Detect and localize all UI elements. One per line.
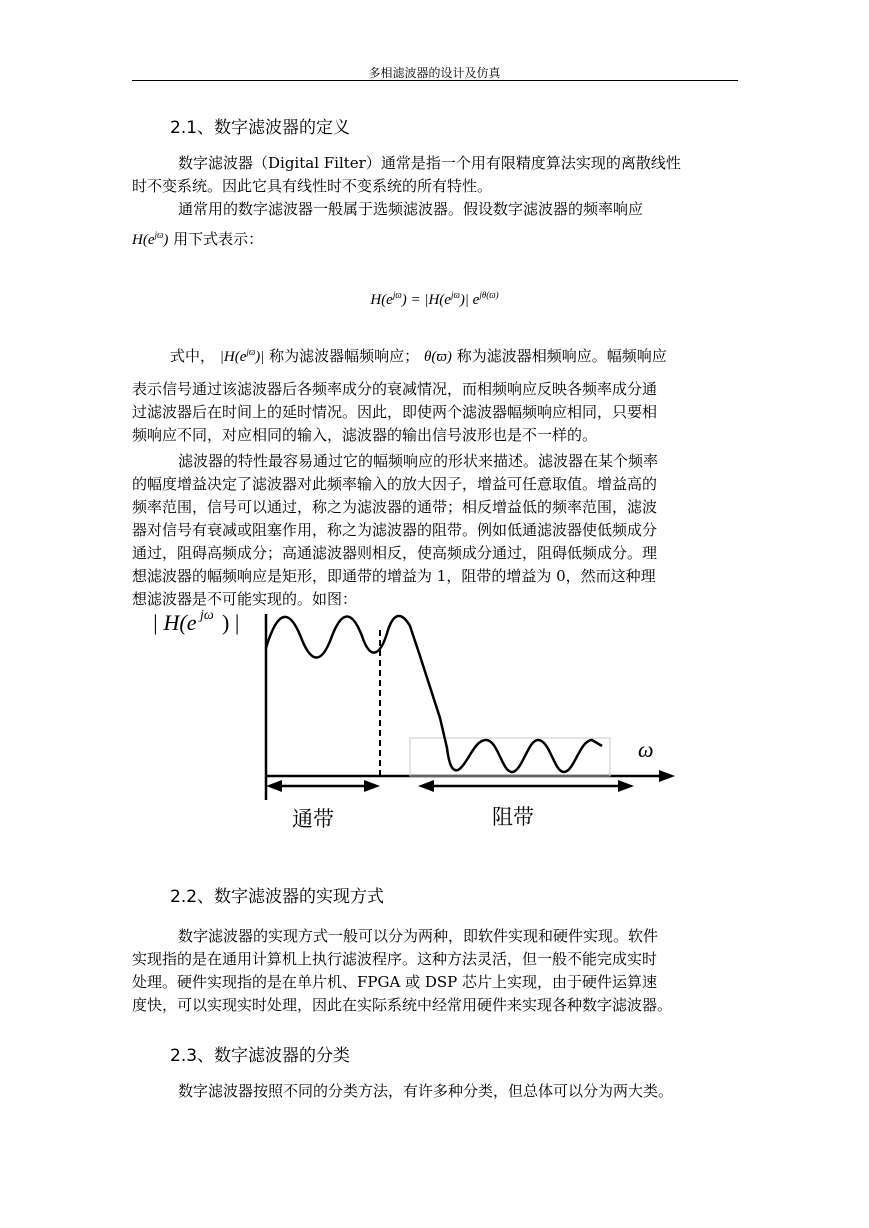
section-2-2-paragraph (132, 925, 738, 1017)
text-line: 时不变系统。因此它具有线性时不变系统的所有特性。 (132, 177, 493, 195)
y-axis-label-exponent: jω (200, 608, 214, 623)
text-fragment: 称为滤波器相频响应。幅频响应 (456, 347, 667, 365)
x-axis-arrowhead (659, 770, 675, 782)
text-line: 的幅度增益决定了滤波器对此频率输入的放大因子，增益可任意取值。增益高的 (132, 475, 658, 493)
text-line: 通过，阻碍高频成分；高通滤波器则相反，使高频成分通过，阻碍低频成分。理 (132, 544, 658, 562)
text-line: 器对信号有衰减或阻塞作用，称之为滤波器的阻带。例如低通滤波器使低频成分 (132, 521, 658, 539)
header-rule (132, 80, 738, 81)
text-line: 数字滤波器（Digital Filter）通常是指一个用有限精度算法实现的离散线性 (178, 154, 681, 172)
stopband-label: 阻带 (492, 805, 534, 829)
phase-response-symbol: θ(ϖ) (423, 349, 452, 365)
section-2-3-paragraph (132, 1080, 738, 1103)
passband-arrow-left (266, 780, 282, 792)
text-line: 通常用的数字滤波器一般属于选频滤波器。假设数字滤波器的频率响应 (178, 200, 644, 218)
text-fragment: 式中， (170, 347, 216, 365)
section-2-1-paragraph-2 (132, 198, 738, 221)
section-2-2-heading: 2.2、数字滤波器的实现方式 (170, 887, 385, 907)
section-2-1-paragraph-4 (132, 450, 738, 611)
section-2-1-paragraph-2-line-2 (132, 228, 263, 249)
text-line: 想滤波器是不可能实现的。如图： (132, 590, 358, 608)
stopband-arrow-right (618, 780, 634, 792)
text-line: 表示信号通过该滤波器后各频率成分的衰减情况，而相频响应反映各频率成分通 (132, 380, 658, 398)
passband-arrow-right (364, 780, 380, 792)
stopband-arrow-left (418, 780, 434, 792)
section-2-1-heading: 2.1、数字滤波器的定义 (170, 118, 351, 138)
magnitude-response-curve (266, 616, 602, 772)
text-line: 数字滤波器按照不同的分类方法，有许多种分类，但总体可以分为两大类。 (178, 1082, 674, 1100)
frequency-response-symbol: $H(e^{jϖ})$ (132, 230, 169, 248)
y-axis-label-close: ) | (222, 610, 240, 635)
text-line: 频响应不同，对应相同的输入，滤波器的输出信号波形也是不一样的。 (132, 426, 598, 444)
text-fragment: 用下式表示： (173, 230, 264, 248)
section-2-1-paragraph-3 (132, 378, 738, 447)
text-line: 实现指的是在通用计算机上执行滤波程序。这种方法灵活，但一般不能完成实时 (132, 950, 658, 968)
frequency-response-formula: $H(e^{jϖ}) = |H(e^{jϖ})|$ $e^{j\theta(ϖ)}$ (370, 290, 499, 308)
section-2-1-paragraph-1 (132, 152, 738, 198)
text-line: 滤波器的特性最容易通过它的幅频响应的形状来描述。滤波器在某个频率 (178, 452, 659, 470)
text-line: 数字滤波器的实现方式一般可以分为两种，即软件实现和硬件实现。软件 (178, 927, 659, 945)
running-header: 多相滤波器的设计及仿真 (368, 66, 501, 80)
magnitude-response-figure (140, 600, 700, 850)
text-line: 频率范围，信号可以通过，称之为滤波器的通带；相反增益低的频率范围，滤波 (132, 498, 658, 516)
section-2-1-paragraph-3-line-1 (170, 345, 667, 366)
text-line: 处理。硬件实现指的是在单片机、FPGA 或 DSP 芯片上实现，由于硬件运算速 (132, 973, 658, 991)
y-axis-label: | H(e (152, 610, 197, 635)
x-axis-label: ω (638, 737, 654, 762)
text-fragment: 称为滤波器幅频响应； (269, 347, 420, 365)
magnitude-response-symbol: $|H(e^{jϖ})|$ (219, 347, 265, 365)
text-line: 想滤波器的幅频响应是矩形，即通带的增益为 1，阻带的增益为 0，然而这种理 (132, 567, 656, 585)
text-line: 度快，可以实现实时处理，因此在实际系统中经常用硬件来实现各种数字滤波器。 (132, 996, 673, 1014)
passband-label: 通带 (292, 807, 334, 831)
text-line: 过滤波器后在时间上的延时情况。因此，即使两个滤波器幅频响应相同，只要相 (132, 403, 658, 421)
section-2-3-heading: 2.3、数字滤波器的分类 (170, 1046, 351, 1066)
